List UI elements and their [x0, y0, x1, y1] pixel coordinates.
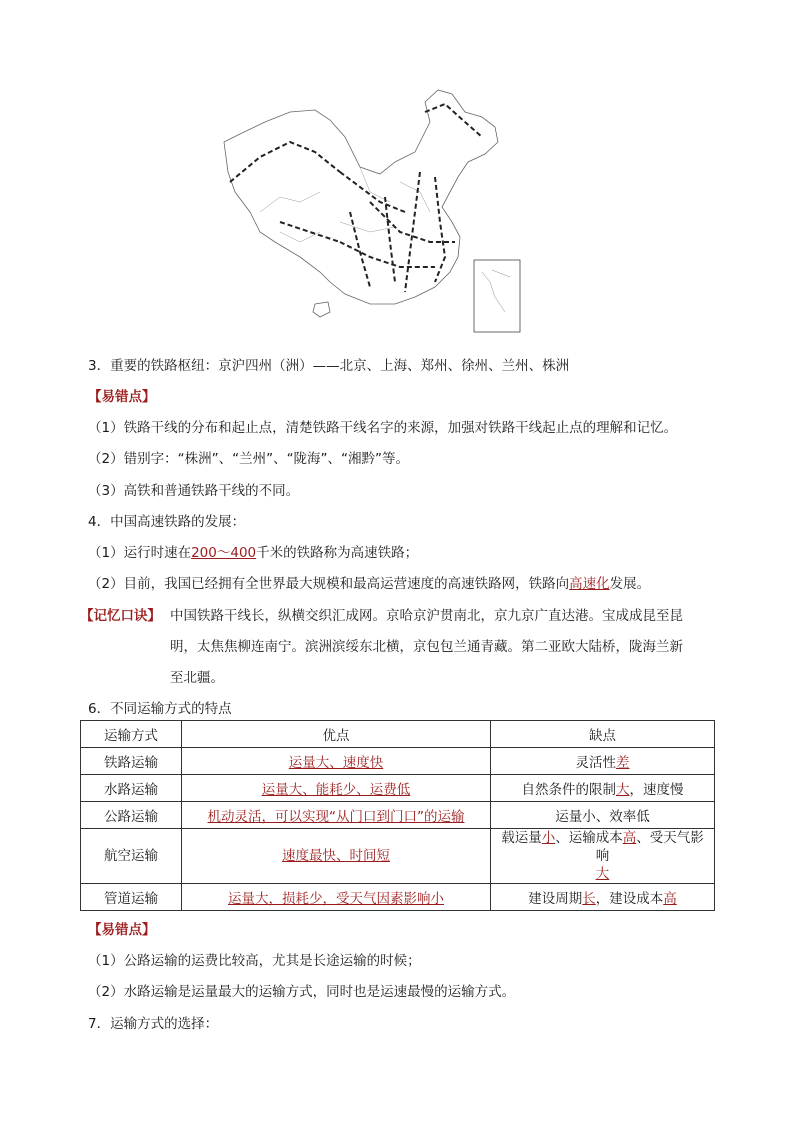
table-header: 运输方式	[81, 721, 182, 748]
item6-title: 6．不同运输方式的特点	[88, 701, 232, 717]
railway-line	[230, 142, 340, 182]
railway-line	[350, 212, 370, 287]
table-row	[81, 829, 715, 884]
table-cell: 管道运输	[81, 884, 182, 911]
key-value: 差	[616, 755, 630, 771]
item7-title: 7．运输方式的选择：	[88, 1016, 219, 1032]
key-value: 小	[541, 830, 556, 846]
table-cell	[491, 829, 715, 884]
table-row	[81, 775, 715, 802]
mnemonic-line1: 中国铁路干线长，纵横交织汇成网。京哈京沪贯南北，京九京广直达港。宝成成昆至昆	[170, 608, 683, 624]
text: 千米的铁路称为高速铁路；	[256, 545, 419, 561]
table-row	[81, 748, 715, 775]
railway-line	[405, 172, 420, 292]
key-value: 运量大、能耗少、运费低	[261, 782, 411, 798]
text: 建设周期	[528, 891, 583, 907]
china-railway-map	[220, 82, 530, 334]
key-value: 运量大，损耗少，受天气因素影响小	[228, 891, 444, 907]
yicuodian-heading: 【易错点】	[88, 922, 156, 938]
south-china-sea-inset	[474, 260, 520, 332]
text: ，速度慢	[629, 782, 684, 798]
table-cell: 铁路运输	[81, 748, 182, 775]
key-value: 运量大、速度快	[288, 755, 384, 771]
yicuodian1-p3: （3）高铁和普通铁路干线的不同。	[88, 483, 300, 499]
railway-line	[385, 197, 395, 282]
key-value: 高	[622, 830, 637, 846]
table-row	[81, 802, 715, 829]
key-value: 高	[663, 891, 677, 907]
text: 、受天气影响	[595, 830, 704, 864]
table-header: 优点	[182, 721, 491, 748]
china-outline	[224, 90, 498, 304]
table-cell: 水路运输	[81, 775, 182, 802]
hainan-island	[313, 302, 330, 317]
railway-line	[340, 172, 405, 212]
railway-line	[435, 177, 445, 282]
table-cell	[491, 884, 715, 911]
text: 载运量	[501, 830, 542, 846]
table-cell	[182, 829, 491, 884]
mnemonic-line3: 至北疆。	[170, 670, 224, 686]
table-cell	[182, 884, 491, 911]
key-value: 高速化	[569, 576, 610, 592]
table-cell	[491, 748, 715, 775]
table-cell: 运量小、效率低	[491, 802, 715, 829]
yicuodian-heading: 【易错点】	[88, 389, 156, 405]
item3-text: 3．重要的铁路枢纽：京沪四州（洲）——北京、上海、郑州、徐州、兰州、株洲	[88, 358, 570, 374]
mnemonic-line2: 明，太焦焦柳连南宁。滨洲滨绥东北横，京包包兰通青藏。第二亚欧大陆桥，陇海兰新	[170, 639, 683, 655]
key-value: 速度最快、时间短	[282, 848, 390, 864]
yicuodian2-p2: （2）水路运输是运量最大的运输方式，同时也是运速最慢的运输方式。	[88, 984, 516, 1000]
item4-title: 4．中国高速铁路的发展：	[88, 514, 246, 530]
yicuodian1-p2: （2）错别字：“株洲”、“兰州”、“陇海”、“湘黔”等。	[88, 451, 410, 467]
table-row	[81, 884, 715, 911]
item4-p1	[88, 541, 418, 561]
railway-line	[340, 242, 435, 267]
text: 发展。	[609, 576, 651, 592]
mnemonic-label: 【记忆口诀】	[80, 608, 161, 624]
table-cell: 航空运输	[81, 829, 182, 884]
text: ，建设成本	[595, 891, 664, 907]
key-value: 机动灵活，可以实现“从门口到门口”的运输	[207, 809, 465, 825]
key-value: 大	[616, 782, 630, 798]
yicuodian2-p1: （1）公路运输的运费比较高，尤其是长途运输的时候；	[88, 953, 421, 969]
text: （2）目前，我国已经拥有全世界最大规模和最高运营速度的高速铁路网，铁路向	[88, 576, 570, 592]
railway-line	[425, 104, 482, 137]
yicuodian1-p1: （1）铁路干线的分布和起止点，清楚铁路干线名字的来源，加强对铁路干线起止点的理解和记忆。	[88, 420, 678, 436]
table-cell	[182, 802, 491, 829]
transport-table	[80, 720, 715, 911]
railway-line	[280, 222, 340, 242]
item4-p2	[88, 572, 650, 592]
table-header: 缺点	[491, 721, 715, 748]
text: 自然条件的限制	[521, 782, 616, 798]
key-value: 200～400	[191, 545, 257, 561]
text: 、运输成本	[555, 830, 623, 846]
key-value: 大	[595, 866, 610, 882]
table-cell	[491, 775, 715, 802]
table-cell	[182, 775, 491, 802]
text: 灵活性	[575, 755, 616, 771]
table-header-row	[81, 721, 715, 748]
table-cell: 公路运输	[81, 802, 182, 829]
text: （1）运行时速在	[88, 545, 192, 561]
table-cell	[182, 748, 491, 775]
key-value: 长	[582, 891, 596, 907]
